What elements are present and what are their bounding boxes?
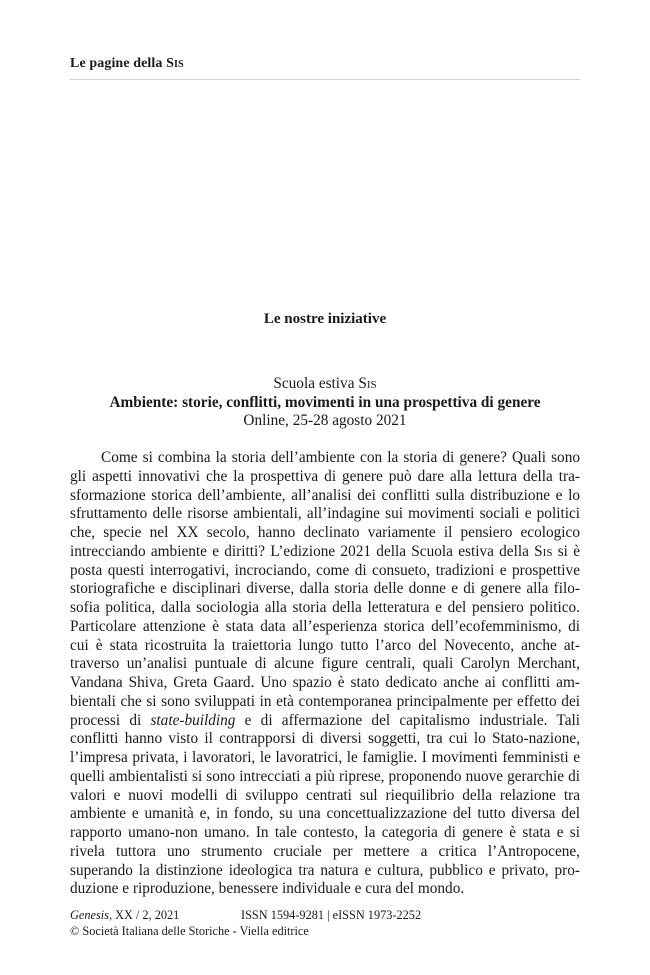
event-label-text: Scuola estiva <box>273 375 359 392</box>
running-head-text: Le pagine della <box>70 56 167 71</box>
event-heading <box>70 375 580 431</box>
event-label-sis: Sis <box>358 375 377 392</box>
running-head <box>70 56 580 72</box>
footer-issue: , XX / 2, 2021 <box>108 908 180 922</box>
body-sis: Sis <box>534 542 553 560</box>
body-part-2: si è posta questi interrogativi, incrociando, come di consueto, tradizioni e prospettive storiografiche e disciplinari diverse, dalla storia delle donne e di genere alla filosofia politica, dalla sociologia alla storia della letteratura e del pensiero politico. Particolare attenzione è stata data all’esperienza storica dell’ecofemminismo, di cui è stata ricostruita la traiettoria lungo tutto l’arco del Novecento, anche attraverso un’analisi puntuale di alcune figure centrali, quali Carolyn Merchant, Vandana Shiva, Greta Gaard. Uno spazio è stato dedicato anche ai conflitti ambientali che si sono sviluppati in età contemporanea principalmente per effetto dei processi di <box>70 542 580 729</box>
body-italic-term: state-building <box>150 711 236 729</box>
body-part-3: e di affermazione del capitalismo industriale. Tali conflitti hanno visto il contrapporsi di diversi soggetti, tra cui lo Stato-nazione, l’impresa privata, i lavoratori, le lavoratrici, le famiglie. I movimenti femministi e quelli ambientalisti si sono intrecciati a più riprese, proponendo nuove gerarchie di valori e nuovi modelli di sviluppo centrati sul riequilibrio della relazione tra ambiente e umanità e, in fondo, su una concettualizzazione del tutto diversa del rapporto umano-non umano. In tale contesto, la categoria di genere è stata e si rivela tuttora uno strumento cruciale per mettere a critica l’Antropocene, superando la distinzione ideologica tra natura e cultura, pubblico e privato, produzione e riproduzione, benessere individuale e cura del mondo. <box>70 711 580 898</box>
header-divider <box>70 79 580 80</box>
event-place-date: Online, 25-28 agosto 2021 <box>243 412 407 429</box>
section-title: Le nostre iniziative <box>263 311 387 327</box>
event-label <box>70 375 580 394</box>
footer-copyright: © Società Italiana delle Storiche - Viella editrice <box>70 924 309 938</box>
footer-issn: ISSN 1594-9281 | eISSN 1973-2252 <box>241 908 422 922</box>
running-head-sis: Sis <box>166 56 184 71</box>
body-part-1: Come si combina la storia dell’ambiente con la storia di genere? Quali sono gli aspetti innovativi che la prospettiva di genere può dare alla lettura della trasformazione storica dell’ambiente, all’analisi dei conflitti sulla distribuzione e lo sfruttamento delle risorse ambientali, all’indagine sui movimenti sociali e politici che, specie nel XX secolo, hanno declinato variamente il pensiero ecologico intrecciando ambiente e diritti? L’edizione 2021 della Scuola estiva della <box>70 449 580 560</box>
event-title: Ambiente: storie, conflitti, movimenti in una prospettiva di genere <box>109 393 541 411</box>
body-paragraph <box>70 449 580 899</box>
footer-journal: Genesis <box>70 908 109 922</box>
footer-citation <box>70 907 580 923</box>
body-text <box>70 449 580 899</box>
footer <box>70 907 580 939</box>
